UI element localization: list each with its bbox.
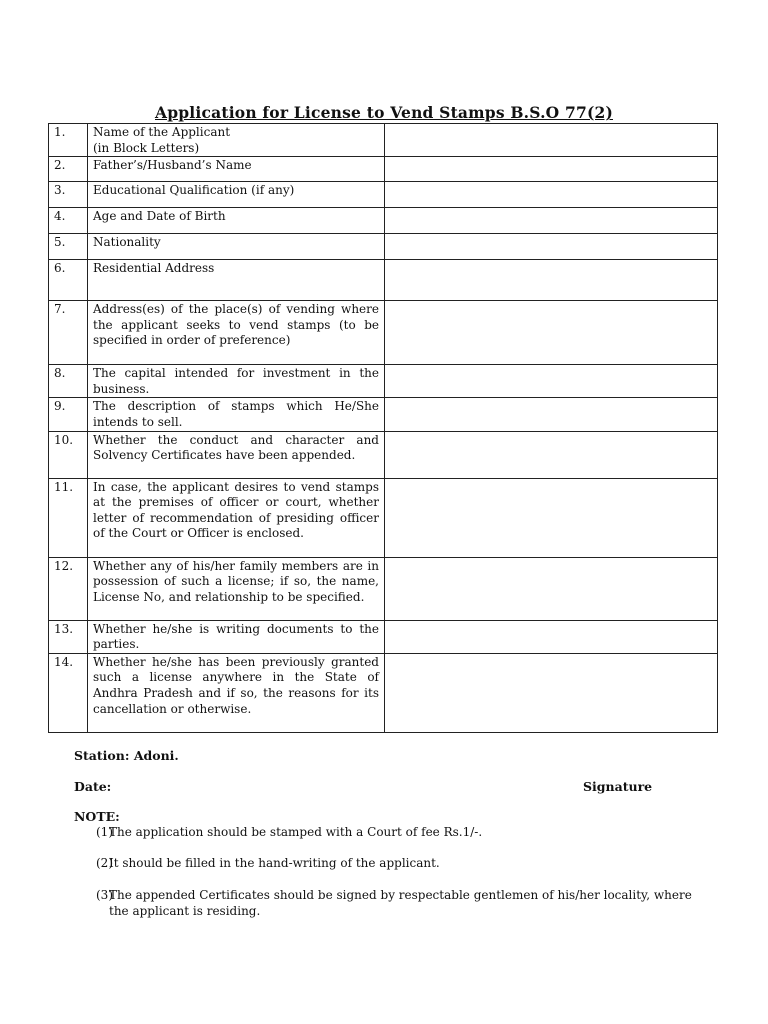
note-text: The appended Certificates should be signed by respectable gentlemen of his/her locality, where the applicant is residing. [109,888,692,918]
row-number: 4. [49,208,88,234]
note-text: The application should be stamped with a Court of fee Rs.1/-. [109,825,483,839]
table-row [49,398,718,431]
row-number: 5. [49,234,88,260]
row-label: Whether any of his/her family members are in possession of such a license; if so, the name, License No, and relationship to be specified. [88,557,385,620]
date-label: Date: [74,779,112,794]
table-row [49,620,718,653]
row-value-field[interactable] [385,431,718,478]
table-row [49,557,718,620]
signature-label: Signature [583,779,653,794]
row-label [88,124,385,157]
note-number: (2) [96,856,113,870]
note-number: (3) [96,888,113,902]
row-value-field[interactable] [385,182,718,208]
row-label: The capital intended for investment in the business. [88,365,385,398]
row-label: Whether the conduct and character and Solvency Certificates have been appended. [88,431,385,478]
row-number: 1. [49,124,88,157]
table-row [49,301,718,365]
table-row [49,260,718,301]
row-value-field[interactable] [385,124,718,157]
form-title: Application for License to Vend Stamps B.S.O 77(2) [155,103,613,122]
table-row [49,365,718,398]
row-label: Age and Date of Birth [88,208,385,234]
row-label: Whether he/she is writing documents to the parties. [88,620,385,653]
row-label: Nationality [88,234,385,260]
row-number: 11. [49,478,88,557]
row-label: Educational Qualification (if any) [88,182,385,208]
row-value-field[interactable] [385,157,718,182]
row-label-text: Name of the Applicant [93,125,231,139]
row-number: 14. [49,653,88,732]
row-label: Father’s/Husband’s Name [88,157,385,182]
row-label: Address(es) of the place(s) of vending where the applicant seeks to vend stamps (to be specified in order of preference) [88,301,385,365]
row-label: In case, the applicant desires to vend stamps at the premises of officer or court, whether letter of recommendation of presiding officer of the Court or Officer is enclosed. [88,478,385,557]
note-number: (1) [96,825,113,839]
row-value-field[interactable] [385,398,718,431]
row-value-field[interactable] [385,557,718,620]
table-row [49,431,718,478]
row-number: 13. [49,620,88,653]
row-value-field[interactable] [385,260,718,301]
row-number: 8. [49,365,88,398]
note-item [74,855,714,871]
table-row [49,234,718,260]
row-value-field[interactable] [385,234,718,260]
note-item [74,824,714,840]
row-number: 12. [49,557,88,620]
note-item [74,887,714,919]
table-row [49,182,718,208]
row-value-field[interactable] [385,478,718,557]
row-value-field[interactable] [385,620,718,653]
table-row [49,653,718,732]
row-label-subtext: (in Block Letters) [93,140,200,155]
row-label: Residential Address [88,260,385,301]
application-form-table [48,123,718,733]
row-label: Whether he/she has been previously granted such a license anywhere in the State of Andhra Pradesh and if so, the reasons for its cancellation or otherwise. [88,653,385,732]
row-number: 9. [49,398,88,431]
station-line: Station: Adoni. [74,748,179,763]
note-text: It should be filled in the hand-writing of the applicant. [109,856,440,870]
row-number: 10. [49,431,88,478]
row-value-field[interactable] [385,653,718,732]
table-row [49,124,718,157]
row-value-field[interactable] [385,208,718,234]
row-number: 6. [49,260,88,301]
table-row [49,208,718,234]
row-value-field[interactable] [385,301,718,365]
row-number: 7. [49,301,88,365]
row-label: The description of stamps which He/She intends to sell. [88,398,385,431]
notes-title: NOTE: [74,809,120,824]
table-row [49,478,718,557]
table-row [49,157,718,182]
row-number: 3. [49,182,88,208]
row-value-field[interactable] [385,365,718,398]
notes-section [74,809,714,919]
row-number: 2. [49,157,88,182]
